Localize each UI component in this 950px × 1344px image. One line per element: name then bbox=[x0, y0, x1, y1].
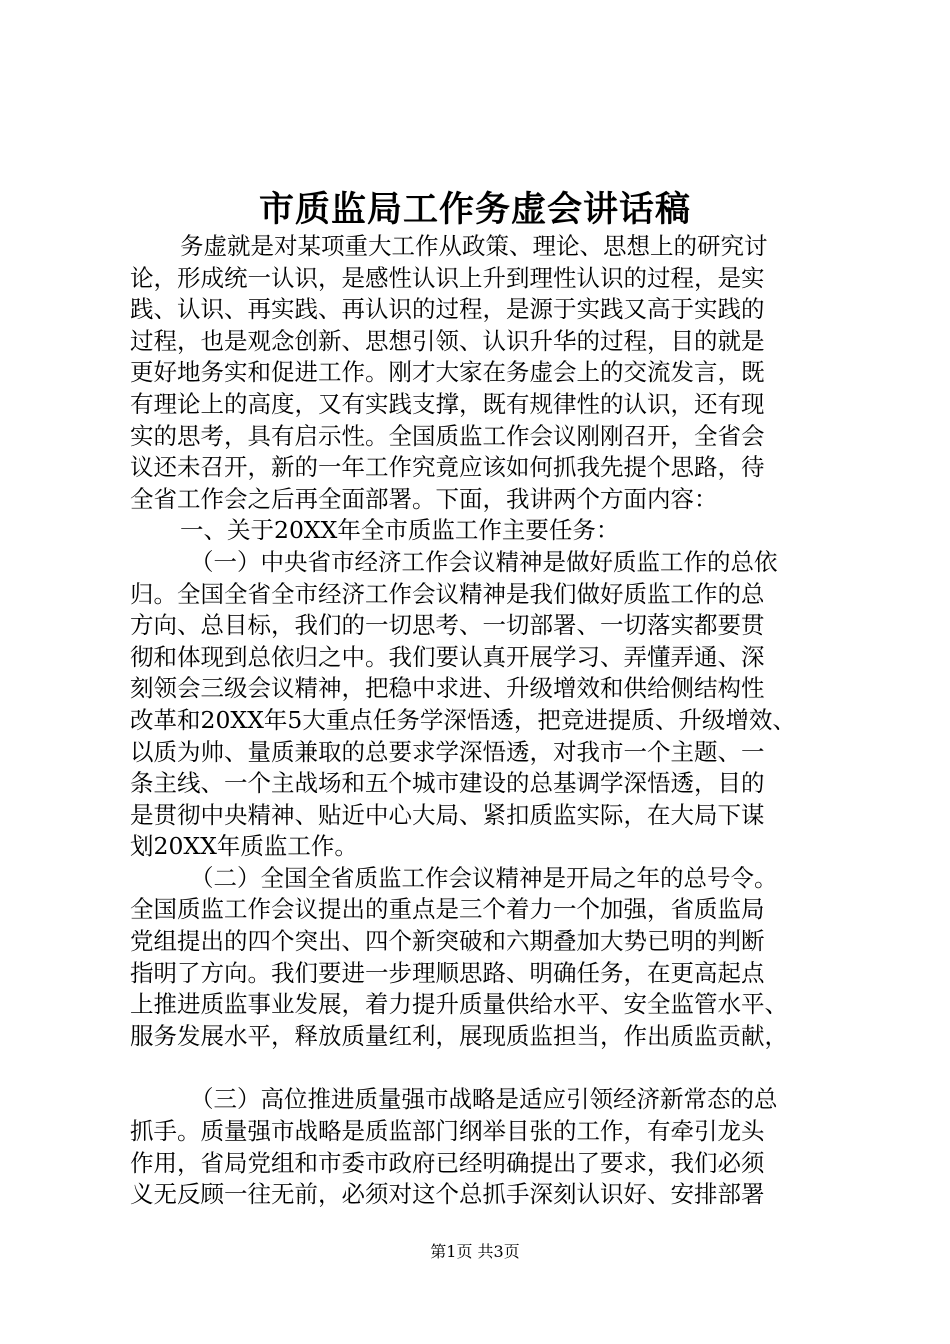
section-heading: 一、关于20XX年全市质监工作主要任务： bbox=[180, 516, 620, 545]
text-line: 抓手。质量强市战略是质监部门纲举目张的工作，有牵引龙头 bbox=[130, 1117, 765, 1146]
text-line: 践、认识、再实践、再认识的过程，是源于实践又高于实践的 bbox=[130, 295, 765, 324]
subsection-1 bbox=[130, 547, 840, 863]
text-line: 更好地务实和促进工作。刚才大家在务虚会上的交流发言，既 bbox=[130, 358, 765, 387]
blank-line bbox=[130, 1052, 840, 1084]
text-line: 服务发展水平，释放质量红利，展现质监担当，作出质监贡献， bbox=[130, 1021, 788, 1050]
text-line: 全省工作会之后再全面部署。下面，我讲两个方面内容： bbox=[130, 484, 718, 513]
text-line: 改革和20XX年5大重点任务学深悟透，把竞进提质、升级增效、 bbox=[130, 705, 796, 734]
text-line: 划20XX年质监工作。 bbox=[130, 832, 358, 861]
page-number: 第1页 共3页 bbox=[430, 1242, 520, 1261]
text-line: 是贯彻中央精神、贴近中心大局、紧扣质监实际，在大局下谋 bbox=[130, 800, 765, 829]
text-line: 彻和体现到总依归之中。我们要认真开展学习、弄懂弄通、深 bbox=[130, 642, 765, 671]
subsection-3 bbox=[130, 1084, 840, 1210]
text-line: 条主线、一个主战场和五个城市建设的总基调学深悟透，目的 bbox=[130, 769, 765, 798]
text-line: 党组提出的四个突出、四个新突破和六期叠加大势已明的判断 bbox=[130, 927, 765, 956]
text-line: 全国质监工作会议提出的重点是三个着力一个加强，省质监局 bbox=[130, 895, 765, 924]
text-line: 上推进质监事业发展，着力提升质量供给水平、安全监管水平、 bbox=[130, 990, 788, 1019]
text-line: （二）全国全省质监工作会议精神是开局之年的总号令。 bbox=[190, 863, 778, 892]
intro-paragraph bbox=[130, 231, 840, 515]
text-line: 义无反顾一往无前，必须对这个总抓手深刻认识好、安排部署 bbox=[130, 1180, 765, 1209]
text-line: 作用，省局党组和市委市政府已经明确提出了要求，我们必须 bbox=[130, 1148, 765, 1177]
document-body bbox=[130, 231, 840, 1211]
document-title: 市质监局工作务虚会讲话稿 bbox=[258, 189, 691, 230]
text-line: 刻领会三级会议精神，把稳中求进、升级增效和供给侧结构性 bbox=[130, 674, 765, 703]
text-line: （三）高位推进质量强市战略是适应引领经济新常态的总 bbox=[190, 1085, 778, 1114]
text-line: 议还未召开，新的一年工作究竟应该如何抓我先提个思路，待 bbox=[130, 453, 765, 482]
text-line: 方向、总目标，我们的一切思考、一切部署、一切落实都要贯 bbox=[130, 611, 765, 640]
text-line: 务虚就是对某项重大工作从政策、理论、思想上的研究讨 bbox=[180, 232, 768, 260]
subsection-2 bbox=[130, 863, 840, 1053]
text-line: 以质为帅、量质兼取的总要求学深悟透，对我市一个主题、一 bbox=[130, 737, 765, 766]
text-line: 归。全国全省全市经济工作会议精神是我们做好质监工作的总 bbox=[130, 579, 765, 608]
text-line: （一）中央省市经济工作会议精神是做好质监工作的总依 bbox=[190, 547, 778, 576]
text-line: 指明了方向。我们要进一步理顺思路、明确任务，在更高起点 bbox=[130, 958, 765, 987]
text-line: 过程，也是观念创新、思想引领、认识升华的过程，目的就是 bbox=[130, 326, 765, 355]
text-line: 论，形成统一认识，是感性认识上升到理性认识的过程，是实 bbox=[130, 263, 765, 292]
text-line: 实的思考，具有启示性。全国质监工作会议刚刚召开，全省会 bbox=[130, 421, 765, 450]
text-line: 有理论上的高度，又有实践支撑，既有规律性的认识，还有现 bbox=[130, 389, 765, 418]
